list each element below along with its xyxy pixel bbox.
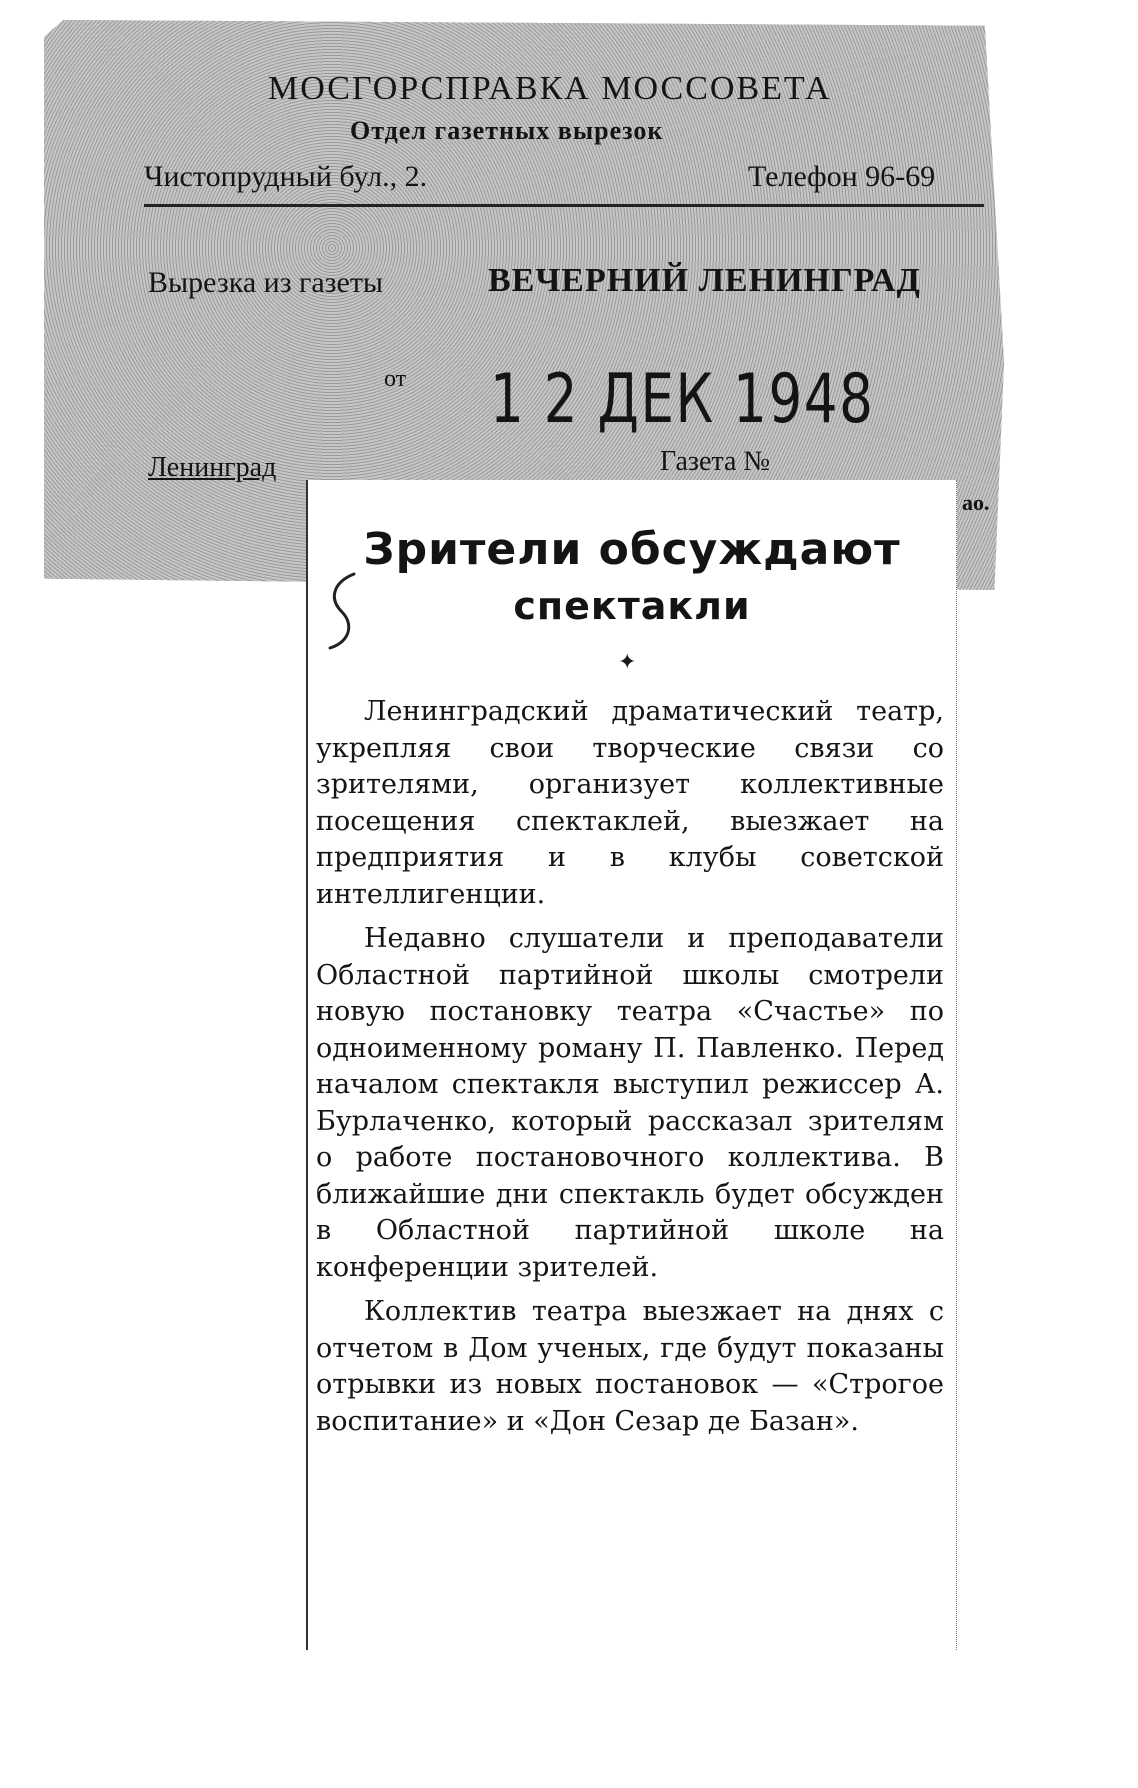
article-paragraph: Недавно слушатели и преподаватели Областной партийной школы смотрели новую постановку театра «Счастье» по одноименному роману П. Павленко. Перед началом спектакля выступил режиссер А. Бурлаченко, который рассказал зрителям о работе постановочного коллектива. В ближайшие дни спектакль будет обсужден в Областной партийной школе на конференции зрителей. bbox=[316, 923, 944, 1283]
newspaper-name: ВЕЧЕРНИЙ ЛЕНИНГРАД bbox=[488, 262, 921, 299]
article-body bbox=[316, 694, 944, 1448]
handwritten-mark-icon bbox=[324, 568, 364, 656]
department-name: Отдел газетных вырезок bbox=[350, 116, 664, 145]
date-stamp: 1 2 ДЕК 1948 bbox=[490, 360, 875, 439]
phone-number: Телефон 96-69 bbox=[748, 160, 936, 193]
clipping-from-label: Вырезка из газеты bbox=[148, 266, 384, 299]
ornament-icon: ✦ bbox=[618, 650, 637, 675]
city-label: Ленинград bbox=[148, 452, 277, 483]
organization-name: МОСГОРСПРАВКА МОССОВЕТА bbox=[268, 70, 832, 107]
gazeta-number-label: Газета № bbox=[660, 446, 771, 477]
address: Чистопрудный бул., 2. bbox=[144, 160, 428, 193]
newspaper-clipping bbox=[306, 480, 957, 1650]
number-fragment: ао. bbox=[962, 490, 990, 515]
article-paragraph: Ленинградский драматический театр, укрепляя свои творческие связи со зрителями, организует коллективные посещения спектаклей, выезжает на предприятия и в клубы советской интеллигенции. bbox=[316, 696, 944, 910]
headline-line-2: спектакли bbox=[513, 584, 751, 628]
header-divider bbox=[144, 204, 984, 207]
date-prefix: от bbox=[384, 366, 407, 392]
article-paragraph: Коллектив театра выезжает на днях с отчетом в Дом ученых, где будут показаны отрывки из новых постановок — «Строгое воспитание» и «Дон Сезар де Базан». bbox=[316, 1296, 944, 1437]
headline-line-1: Зрители обсуждают bbox=[363, 524, 901, 575]
